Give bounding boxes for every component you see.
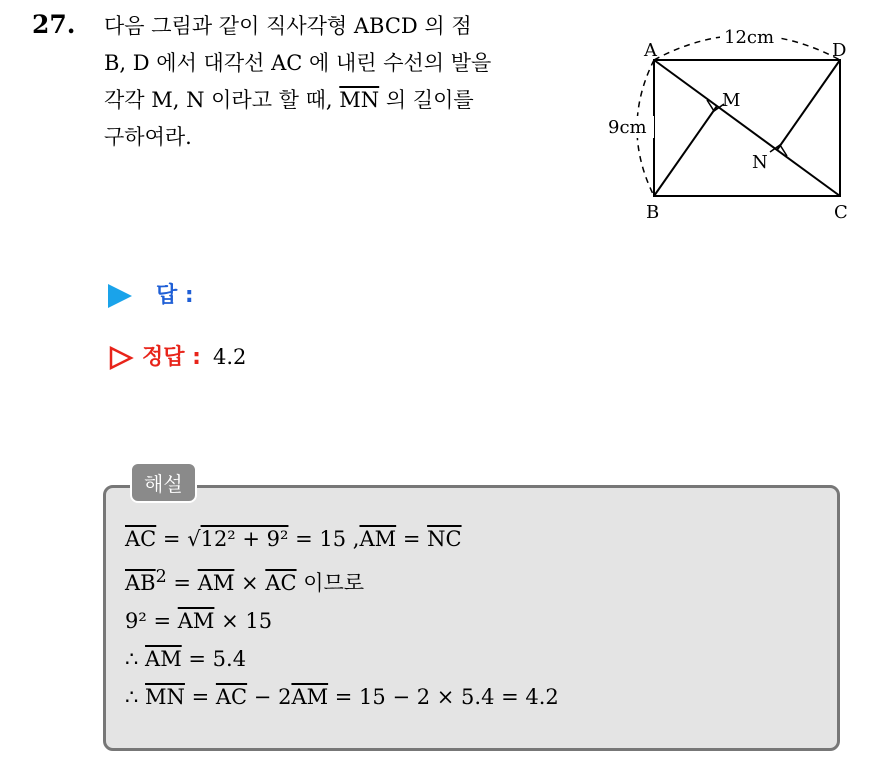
answer-row [108, 278, 194, 309]
therefore: ∴ [125, 685, 146, 709]
seg-am: $\overline{AM}$ [197, 571, 235, 595]
problem-line-3-b: 의 길이를 [385, 88, 474, 112]
seg-ac: $\overline{AC}$ [215, 685, 248, 709]
seg-mn: $\overline{MN}$ [145, 685, 185, 709]
solution-line-5 [125, 678, 559, 716]
label-a: A [644, 40, 657, 61]
seg-am: $\overline{AM}$ [177, 609, 215, 633]
exponent: 2 [155, 567, 167, 587]
outline-triangle-icon [108, 345, 134, 371]
solution-tab: 해설 [130, 462, 197, 503]
rectangle-figure [600, 20, 860, 230]
solution-lines [125, 520, 559, 716]
correct-answer-label: 정답 : [142, 345, 201, 370]
perpendicular-dn [777, 60, 840, 150]
label-9cm: 9cm [608, 117, 647, 138]
problem-line-1: 다음 그림과 같이 직사각형 ABCD 의 점 [104, 14, 472, 38]
problem-number: 27. [32, 10, 76, 39]
text: = [166, 571, 198, 595]
seg-am: $\overline{AM}$ [145, 647, 182, 671]
seg-am: $\overline{AM}$ [359, 527, 397, 551]
play-triangle-icon [108, 284, 132, 308]
text: = 15 − 2 × 5.4 = 4.2 [328, 685, 559, 709]
seg-nc: $\overline{NC}$ [427, 527, 462, 551]
therefore: ∴ [125, 647, 146, 671]
text: = 5.4 [181, 647, 247, 671]
solution-line-4 [125, 640, 559, 678]
text: = 15 , [288, 527, 360, 551]
answer-label: 답 : [156, 283, 194, 308]
correct-answer-row [108, 340, 246, 371]
text: = [184, 685, 216, 709]
perpendicular-bm [654, 106, 717, 196]
label-n: N [752, 152, 768, 173]
label-c: C [834, 202, 848, 223]
seg-am: $\overline{AM}$ [291, 685, 329, 709]
problem-text [104, 8, 584, 156]
label-m: M [722, 90, 741, 111]
label-b: B [646, 202, 660, 223]
problem-line-3 [104, 82, 584, 119]
problem-line-3-a: 각각 M, N 이라고 할 때, [104, 88, 333, 112]
segment-mn: $\overline{MN}$ [339, 88, 380, 112]
text: = [156, 527, 188, 551]
text: 이므로 [296, 571, 365, 595]
solution-line-3 [125, 602, 559, 640]
label-d: D [832, 40, 847, 61]
diagonal-ac [654, 60, 840, 196]
seg-ac: $\overline{AC}$ [125, 527, 157, 551]
sqrt-body: 12² + 9² [200, 527, 289, 551]
problem-line-2: B, D 에서 대각선 AC 에 내린 수선의 발을 [104, 51, 492, 75]
solution-line-2 [125, 558, 559, 602]
seg-ac: $\overline{AC}$ [265, 571, 297, 595]
label-12cm: 12cm [724, 27, 775, 48]
solution-line-1: $\overline{AC} = √12^2 + 9^2 = 15$ $,\overline{AM} = \overline{NC}$ [125, 527, 462, 551]
text: − 2 [247, 685, 292, 709]
text: × [234, 571, 266, 595]
seg-ab: $\overline{AB}$ [125, 571, 156, 595]
correct-answer-value: 4.2 [212, 345, 247, 369]
problem-line-4: 구하여라. [104, 125, 192, 149]
text: 9² = [125, 609, 178, 633]
text: = [396, 527, 428, 551]
text: × 15 [214, 609, 273, 633]
